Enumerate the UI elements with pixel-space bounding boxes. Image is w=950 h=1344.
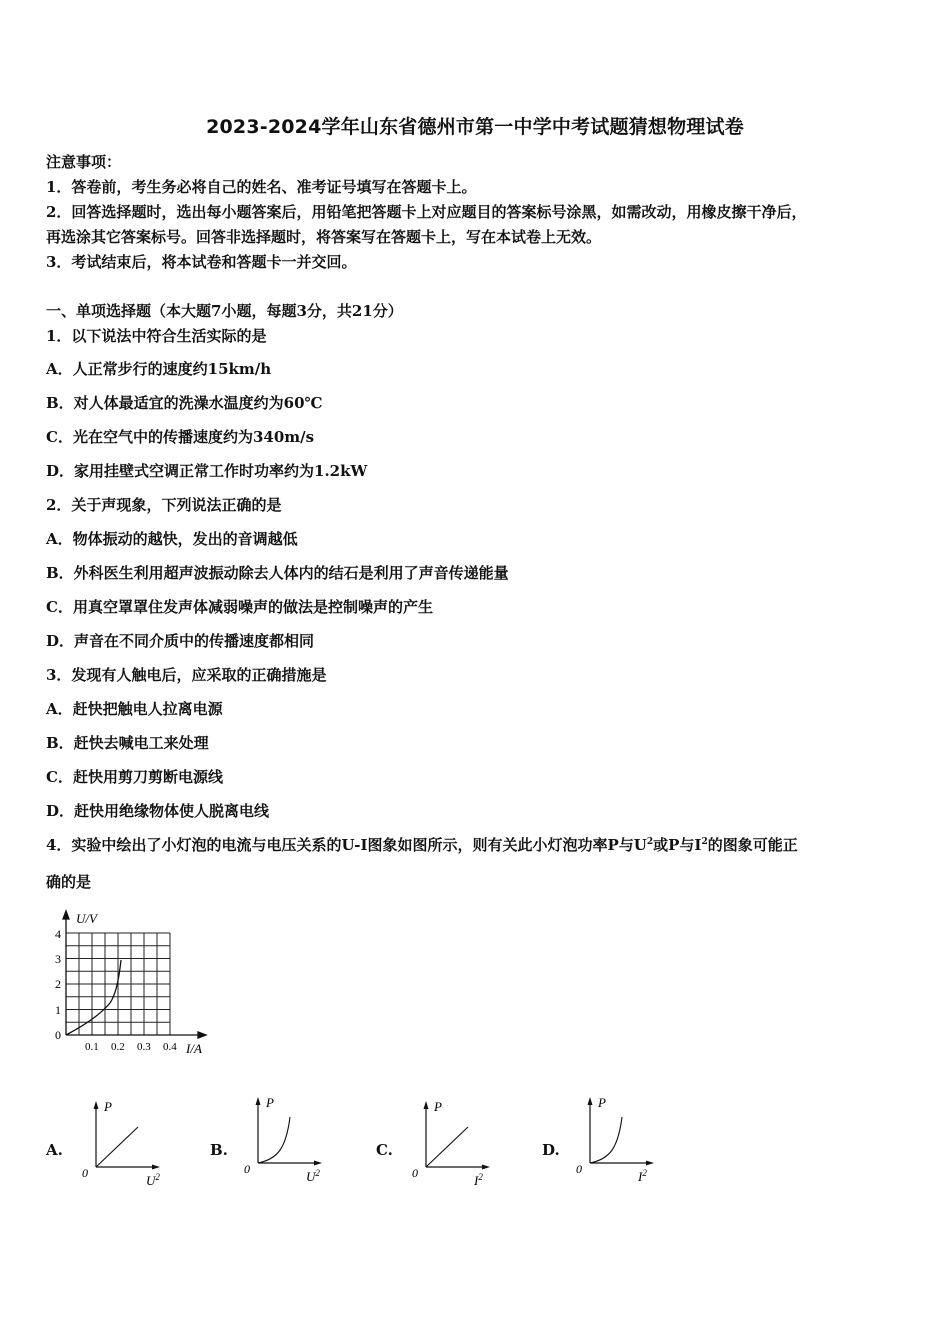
axis-arrow: [588, 1097, 593, 1105]
q1-option-a: A．人正常步行的速度约15km/h: [46, 360, 272, 378]
x-axis-label-sup: 2: [315, 1168, 320, 1178]
q4-option-c-graph: [408, 1097, 498, 1192]
y-axis-label: U/V: [76, 911, 97, 926]
x-tick-label: 0.3: [137, 1041, 151, 1053]
q1-option-d: D．家用挂壁式空调正常工作时功率约为1.2kW: [46, 462, 368, 480]
q3-option-d: D．赶快用绝缘物体使人脱离电线: [46, 802, 270, 820]
origin-label: 0: [82, 1166, 88, 1180]
p-axis-label: P: [434, 1099, 442, 1114]
axes: [63, 911, 206, 1038]
q2-option-d: D．声音在不同介质中的传播速度都相同: [46, 632, 315, 650]
q3-option-a: A．赶快把触电人拉离电源: [46, 700, 223, 718]
linear-curve: [96, 1127, 138, 1167]
q1-option-c: C．光在空气中的传播速度约为340m/s: [46, 428, 315, 446]
axis-arrow: [94, 1101, 99, 1109]
origin-label: 0: [244, 1162, 250, 1176]
linear-curve: [426, 1127, 468, 1167]
q4-option-a-label: A.: [46, 1141, 63, 1159]
convex-curve: [258, 1117, 290, 1163]
q2-option-a: A．物体振动的越快，发出的音调越低: [46, 530, 298, 548]
q1-stem: 1．以下说法中符合生活实际的是: [46, 327, 267, 345]
q3-stem: 3．发现有人触电后，应采取的正确措施是: [46, 666, 327, 684]
axis-arrow: [152, 1165, 160, 1170]
p-axis-label: P: [598, 1095, 606, 1110]
axis-arrow: [314, 1161, 322, 1166]
q4-option-d-label: D.: [542, 1141, 560, 1159]
q4-stem-line2: 确的是: [46, 873, 92, 891]
q4-stem-sup1: 2: [646, 837, 654, 847]
q2-option-c: C．用真空罩罩住发声体减弱噪声的做法是控制噪声的产生: [46, 598, 433, 616]
q4-option-b-label: B.: [210, 1141, 228, 1159]
q4-option-c-label: C.: [376, 1141, 393, 1159]
q2-stem: 2．关于声现象，下列说法正确的是: [46, 496, 282, 514]
notice-item-2: 2．回答选择题时，选出每小题答案后，用铅笔把答题卡上对应题目的答案标号涂黑，如需改动，用橡皮擦干净后，: [46, 203, 807, 221]
axis-arrow: [646, 1161, 654, 1166]
y-tick-label: 2: [55, 977, 61, 991]
q4-stem-part2: 或P与I: [653, 836, 702, 854]
q3-option-b: B．赶快去喊电工来处理: [46, 734, 209, 752]
axis-arrow: [256, 1097, 261, 1105]
y-tick-label: 4: [55, 927, 61, 941]
axis-arrow: [482, 1165, 490, 1170]
q1-option-b: B．对人体最适宜的洗澡水温度约为60℃: [46, 394, 323, 412]
x-axis-label-sup: 2: [155, 1172, 160, 1182]
x-axis-label: I/A: [186, 1041, 202, 1056]
section-heading: 一、单项选择题（本大题7小题，每题3分，共21分）: [46, 302, 403, 320]
q4-option-b-graph: [240, 1093, 330, 1188]
x-tick-label: 0.1: [85, 1041, 99, 1053]
x-axis-label-sup: 2: [642, 1168, 647, 1178]
origin-label: 0: [576, 1162, 582, 1176]
notice-item-2-cont: 再选涂其它答案标号。回答非选择题时，将答案写在答题卡上，写在本试卷上无效。: [46, 228, 602, 246]
p-axis-label: P: [104, 1099, 112, 1114]
y-tick-label: 0: [55, 1028, 61, 1042]
grid: [66, 933, 170, 1035]
x-axis-label: [306, 1168, 320, 1184]
p-axis-label: P: [266, 1095, 274, 1110]
notice-item-1: 1．答卷前，考生务必将自己的姓名、准考证号填写在答题卡上。: [46, 178, 477, 196]
x-axis-label: [473, 1172, 483, 1188]
x-axis-arrow: [198, 1032, 206, 1038]
q4-stem-part3: 的图象可能正: [707, 836, 798, 854]
q3-option-c: C．赶快用剪刀剪断电源线: [46, 768, 223, 786]
notice-heading: 注意事项：: [46, 153, 122, 171]
y-axis-arrow: [63, 911, 69, 919]
x-axis-label: [637, 1168, 647, 1184]
axis-arrow: [424, 1101, 429, 1109]
q2-option-b: B．外科医生利用超声波振动除去人体内的结石是利用了声音传递能量: [46, 564, 509, 582]
x-axis-label-main: I: [474, 1173, 479, 1188]
x-axis-label-main: U: [146, 1173, 156, 1188]
q4-stem-part1: 4．实验中绘出了小灯泡的电流与电压关系的U-I图象如图所示，则有关此小灯泡功率P与U: [46, 836, 647, 854]
notice-item-3: 3．考试结束后，将本试卷和答题卡一并交回。: [46, 253, 357, 271]
x-axis-label-main: U: [306, 1169, 316, 1184]
y-tick-label: 3: [55, 952, 61, 966]
x-axis-label: [146, 1172, 160, 1188]
y-tick-label: 1: [55, 1003, 61, 1017]
ui-graph: [40, 905, 220, 1060]
q4-stem-sup2: 2: [701, 837, 708, 847]
origin-label: 0: [412, 1166, 418, 1180]
q4-option-d-graph: [572, 1093, 662, 1188]
x-axis-label-sup: 2: [478, 1172, 483, 1182]
convex-curve: [590, 1117, 622, 1163]
x-tick-label: 0.2: [111, 1041, 125, 1053]
x-axis-label-main: I: [638, 1169, 643, 1184]
x-tick-label: 0.4: [163, 1041, 177, 1053]
q4-option-a-graph: [78, 1097, 168, 1192]
q4-stem: [46, 835, 798, 855]
page-title: 2023-2024学年山东省德州市第一中学中考试题猜想物理试卷: [206, 116, 744, 138]
